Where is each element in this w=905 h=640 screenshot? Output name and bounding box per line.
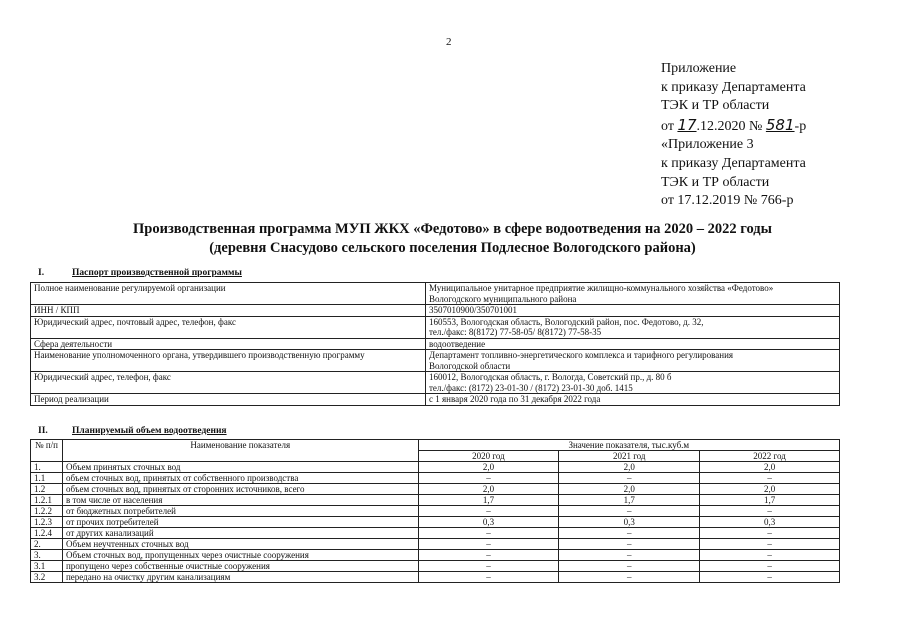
- volume-row: [31, 495, 840, 506]
- row-number: 1.2.3: [31, 517, 63, 528]
- volume-header-row: [31, 440, 840, 451]
- row-name: пропущено через собственные очистные сооружения: [62, 561, 418, 572]
- row-value: –: [418, 506, 559, 517]
- passport-row: [31, 372, 840, 394]
- row-number: 1.2.2: [31, 506, 63, 517]
- passport-value: [426, 283, 840, 305]
- passport-label: Юридический адрес, телефон, факс: [31, 372, 426, 394]
- row-name: Объем принятых сточных вод: [62, 462, 418, 473]
- volume-row: [31, 473, 840, 484]
- title-line-1: Производственная программа МУП ЖКХ «Федотово» в сфере водоотведения на 2020 – 2022 годы: [133, 221, 772, 237]
- order-mid: .12.2020 №: [696, 118, 766, 134]
- passport-label: Полное наименование регулируемой организации: [31, 283, 426, 305]
- row-value: –: [559, 550, 700, 561]
- passport-row: [31, 394, 840, 406]
- order-day-handwritten: 17: [677, 115, 697, 134]
- volume-table: [30, 439, 840, 583]
- section-1-heading: [30, 268, 242, 278]
- page-number: 2: [446, 36, 452, 48]
- row-name: от прочих потребителей: [62, 517, 418, 528]
- passport-value-line: тел./факс: (8172) 23-01-30 / (8172) 23-01-30 доб. 1415: [429, 382, 633, 393]
- passport-value-line: Вологодской области: [429, 360, 511, 371]
- row-value: –: [418, 561, 559, 572]
- row-value: –: [700, 572, 840, 583]
- row-value: –: [700, 550, 840, 561]
- passport-value-line: Муниципальное унитарное предприятие жилищно-коммунального хозяйства «Федотово»: [429, 283, 774, 293]
- row-number: 1.1: [31, 473, 63, 484]
- row-value: 0,3: [418, 517, 559, 528]
- order-prefix: от: [661, 118, 678, 134]
- header-year: 2020 год: [418, 451, 559, 462]
- row-value: 0,3: [559, 517, 700, 528]
- row-value: –: [418, 550, 559, 561]
- row-number: 1.2.4: [31, 528, 63, 539]
- row-value: 1,7: [418, 495, 559, 506]
- row-value: 2,0: [559, 462, 700, 473]
- volume-row: [31, 528, 840, 539]
- passport-row: [31, 350, 840, 372]
- passport-value-line: тел./факс: 8(8172) 77-58-05/ 8(8172) 77-58-35: [429, 327, 602, 337]
- row-value: –: [700, 473, 840, 484]
- row-number: 1.2.1: [31, 495, 63, 506]
- row-value: 0,3: [700, 517, 840, 528]
- passport-value: [426, 316, 840, 338]
- row-value: –: [418, 473, 559, 484]
- volume-row: [31, 539, 840, 550]
- section-2-number: II.: [38, 426, 48, 436]
- passport-value: [426, 350, 840, 372]
- passport-value-line: 160012, Вологодская область, г. Вологда, Советский пр., д. 80 б: [429, 372, 672, 382]
- row-value: –: [700, 506, 840, 517]
- volume-row: [31, 572, 840, 583]
- row-value: 2,0: [418, 462, 559, 473]
- passport-value-line: с 1 января 2020 года по 31 декабря 2022 года: [429, 394, 601, 404]
- passport-value: [426, 394, 840, 406]
- header-year: 2022 год: [700, 451, 840, 462]
- row-value: 1,7: [559, 495, 700, 506]
- row-number: 3.1: [31, 561, 63, 572]
- appendix-line: к приказу Департамента: [661, 79, 806, 95]
- volume-row: [31, 550, 840, 561]
- row-value: 2,0: [418, 484, 559, 495]
- appendix-line: ТЭК и ТР области: [661, 98, 770, 114]
- appendix-line: Приложение: [661, 61, 737, 76]
- section-1-title: Паспорт производственной программы: [72, 268, 242, 278]
- row-name: от других канализаций: [62, 528, 418, 539]
- row-value: –: [700, 528, 840, 539]
- passport-label: Период реализации: [31, 394, 426, 406]
- row-value: 2,0: [700, 462, 840, 473]
- passport-value-line: 3507010900/350701001: [429, 305, 518, 315]
- passport-table: [30, 282, 840, 406]
- row-value: –: [700, 561, 840, 572]
- volume-row: [31, 484, 840, 495]
- section-1-number: I.: [38, 268, 45, 278]
- row-value: 1,7: [700, 495, 840, 506]
- row-value: –: [559, 561, 700, 572]
- passport-row: [31, 305, 840, 317]
- row-value: –: [559, 572, 700, 583]
- header-value: Значение показателя, тыс.куб.м: [418, 440, 839, 451]
- row-value: –: [559, 528, 700, 539]
- passport-label: Наименование уполномоченного органа, утвердившего производственную программу: [31, 350, 426, 372]
- row-value: 2,0: [700, 484, 840, 495]
- row-value: –: [559, 539, 700, 550]
- row-value: –: [559, 473, 700, 484]
- passport-value-line: Департамент топливно-энергетического комплекса и тарифного регулирования: [429, 350, 734, 360]
- section-2-title: Планируемый объем водоотведения: [72, 426, 227, 436]
- passport-value: [426, 305, 840, 317]
- row-value: –: [418, 539, 559, 550]
- header-name: Наименование показателя: [62, 440, 418, 462]
- volume-row: [31, 561, 840, 572]
- row-number: 1.: [31, 462, 63, 473]
- volume-row: [31, 462, 840, 473]
- row-value: –: [418, 528, 559, 539]
- appendix-block: [661, 60, 806, 211]
- row-number: 3.2: [31, 572, 63, 583]
- row-value: 2,0: [559, 484, 700, 495]
- appendix-line: к приказу Департамента: [661, 155, 806, 171]
- title-line-2: (деревня Снасудово сельского поселения Подлесное Вологодского района): [209, 240, 696, 256]
- order-number-handwritten: 581: [765, 115, 795, 134]
- passport-label: Юридический адрес, почтовый адрес, телефон, факс: [31, 316, 426, 338]
- passport-row: [31, 338, 840, 350]
- row-name: объем сточных вод, принятых от сторонних источников, всего: [62, 484, 418, 495]
- passport-row: [31, 283, 840, 305]
- passport-label: ИНН / КПП: [31, 305, 426, 317]
- passport-value: [426, 372, 840, 394]
- order-line: [661, 116, 806, 137]
- row-name: Объем неучтенных сточных вод: [62, 539, 418, 550]
- row-name: Объем сточных вод, пропущенных через очистные сооружения: [62, 550, 418, 561]
- volume-row: [31, 517, 840, 528]
- passport-row: [31, 316, 840, 338]
- row-number: 2.: [31, 539, 63, 550]
- appendix-line: ТЭК и ТР области: [661, 174, 770, 190]
- passport-value: [426, 338, 840, 350]
- row-number: 3.: [31, 550, 63, 561]
- passport-value-line: Вологодского муниципального района: [429, 293, 577, 304]
- row-number: 1.2: [31, 484, 63, 495]
- row-name: в том числе от населения: [62, 495, 418, 506]
- passport-value-line: 160553, Вологодская область, Вологодский район, пос. Федотово, д. 32,: [429, 316, 704, 327]
- row-name: от бюджетных потребителей: [62, 506, 418, 517]
- order-suffix: -р: [794, 118, 807, 134]
- header-year: 2021 год: [559, 451, 700, 462]
- header-num: № п/п: [31, 440, 63, 462]
- passport-value-line: водоотведение: [429, 338, 486, 349]
- row-value: –: [700, 539, 840, 550]
- row-value: –: [418, 572, 559, 583]
- row-name: объем сточных вод, принятых от собственного производства: [62, 473, 418, 484]
- volume-row: [31, 506, 840, 517]
- row-value: –: [559, 506, 700, 517]
- row-name: передано на очистку другим канализациям: [62, 572, 418, 583]
- document-title: [60, 220, 845, 258]
- section-2-heading: [30, 426, 227, 436]
- passport-label: Сфера деятельности: [31, 338, 426, 350]
- appendix-line: от 17.12.2019 № 766-р: [661, 193, 794, 209]
- appendix-line: «Приложение 3: [661, 137, 754, 153]
